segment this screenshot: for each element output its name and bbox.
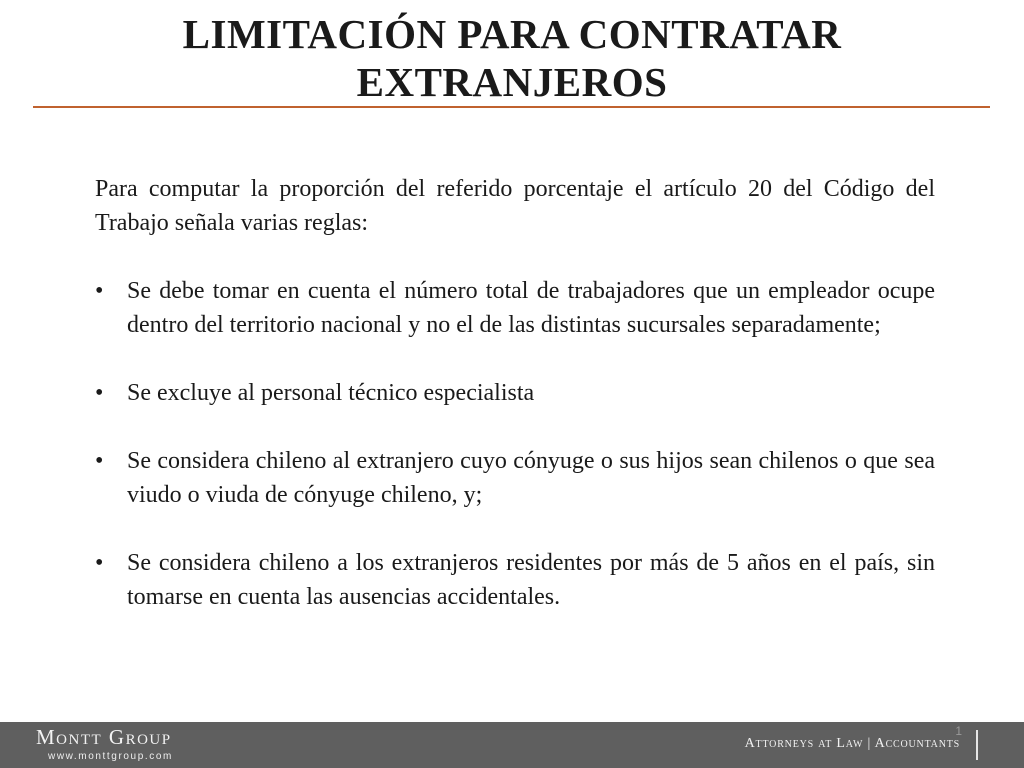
footer-bar [0, 722, 1024, 768]
slide-title [60, 10, 964, 106]
list-item-text: Se debe tomar en cuenta el número total de trabajadores que un empleador ocupe dentro del territorio nacional y no el de las distintas sucursales separadamente; [127, 278, 935, 338]
footer-divider [976, 730, 978, 760]
slide-title-line-2: EXTRANJEROS [356, 59, 668, 105]
list-item [95, 274, 935, 342]
slide-body [95, 172, 935, 648]
list-item-text: Se considera chileno a los extranjeros residentes por más de 5 años en el país, sin tomarse en cuenta las ausencias accidentales. [127, 550, 935, 610]
slide-title-line-1: LIMITACIÓN PARA CONTRATAR [182, 11, 842, 57]
bullet-icon: • [95, 380, 104, 406]
rules-list [95, 274, 935, 614]
intro-paragraph: Para computar la proporción del referido porcentaje el artículo 20 del Código del Trabajo señala varias reglas: [95, 176, 935, 236]
bullet-icon: • [95, 278, 104, 304]
title-underline [33, 106, 990, 108]
list-item [95, 376, 935, 410]
bullet-icon: • [95, 550, 104, 576]
brand-logo-text: Montt Group [36, 725, 172, 749]
page-number: 1 [955, 724, 962, 738]
bullet-icon: • [95, 448, 104, 474]
website-link[interactable]: www.monttgroup.com [48, 751, 173, 762]
list-item [95, 546, 935, 614]
list-item-text: Se considera chileno al extranjero cuyo cónyuge o sus hijos sean chilenos o que sea viudo o viuda de cónyuge chileno, y; [127, 448, 935, 508]
footer-tagline: Attorneys at Law | Accountants [744, 736, 960, 751]
list-item [95, 444, 935, 512]
list-item-text: Se excluye al personal técnico especialista [127, 380, 535, 406]
